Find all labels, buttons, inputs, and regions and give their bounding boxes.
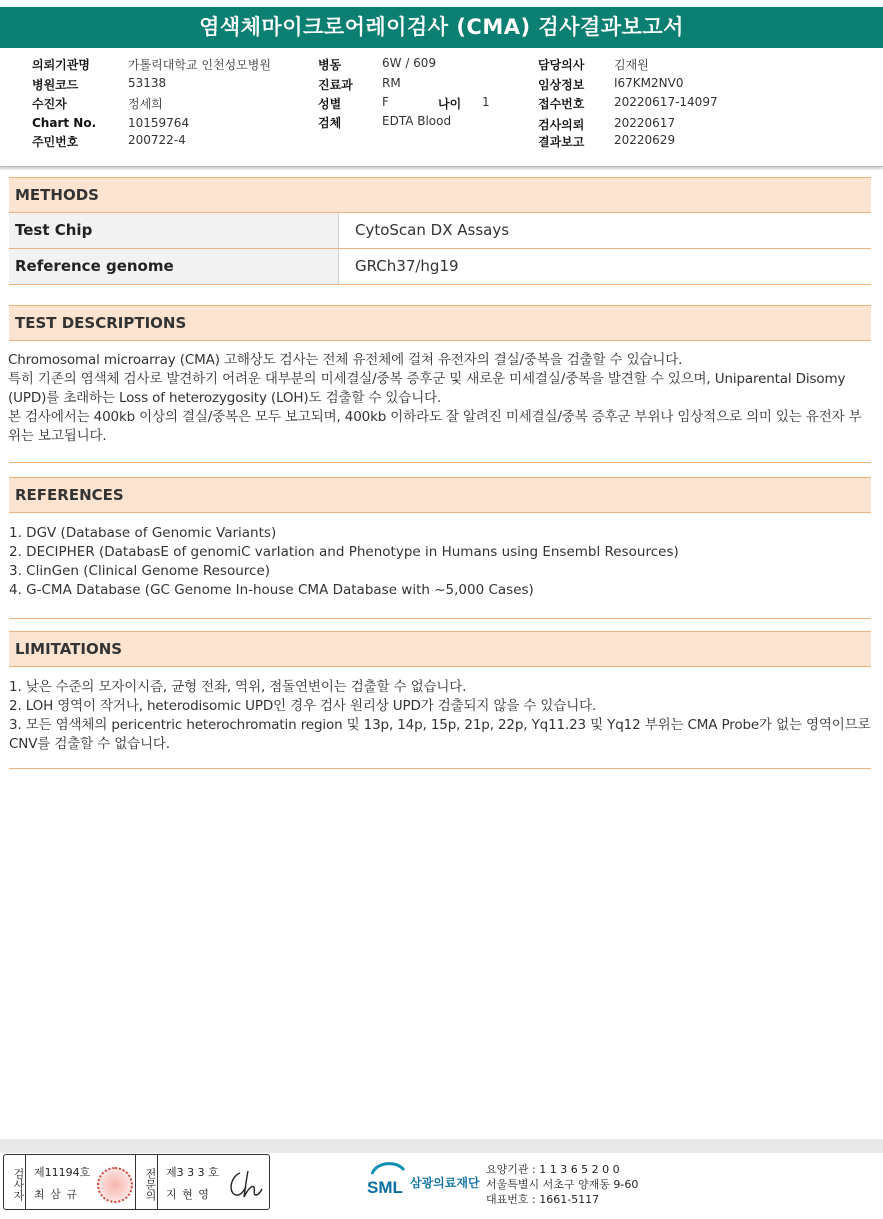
field-value: 정세희 bbox=[128, 97, 163, 111]
field-value: 20220629 bbox=[614, 133, 676, 147]
field-value: 가톨릭대학교 인천성모병원 bbox=[128, 58, 271, 72]
field-label: 검사의뢰 bbox=[538, 118, 585, 132]
lab-code: 요양기관 : 1 1 3 6 5 2 0 0 bbox=[486, 1163, 620, 1176]
field-label: 나이 bbox=[438, 97, 462, 111]
field-label: 임상정보 bbox=[538, 78, 585, 92]
patient-info-panel bbox=[0, 50, 883, 167]
field-value: 20220617 bbox=[614, 116, 676, 130]
test-descriptions-body bbox=[8, 351, 871, 462]
section-divider bbox=[9, 618, 871, 619]
logo-text: SML bbox=[367, 1178, 403, 1197]
test-descriptions-section bbox=[9, 305, 871, 463]
field-label: Chart No. bbox=[32, 116, 97, 130]
reference-item: 3. ClinGen (Clinical Genome Resource) bbox=[9, 563, 271, 579]
handwritten-signature-icon bbox=[226, 1167, 266, 1201]
field-label: 병원코드 bbox=[32, 78, 79, 92]
field-value: EDTA Blood bbox=[382, 114, 452, 128]
methods-row-reference-genome bbox=[9, 249, 871, 285]
methods-row-test-chip bbox=[9, 213, 871, 249]
methods-row-label: Test Chip bbox=[9, 213, 339, 248]
limitation-item: 1. 낮은 수준의 모자이시즘, 균형 전좌, 역위, 점돌연변이는 검출할 수 없습니다. bbox=[9, 679, 467, 695]
field-label: 결과보고 bbox=[538, 135, 585, 149]
lab-phone: 대표번호 : 1661-5117 bbox=[486, 1193, 600, 1206]
field-label: 의뢰기관명 bbox=[32, 58, 90, 72]
lab-info bbox=[486, 1162, 638, 1207]
lab-address: 서울특별시 서초구 양재동 9-60 bbox=[486, 1178, 639, 1191]
field-label: 검체 bbox=[318, 116, 342, 130]
limitation-item: 2. LOH 영역이 작거나, heterodisomic UPD인 경우 검사 원리상 UPD가 검출되지 않을 수 있습니다. bbox=[9, 698, 597, 714]
reference-item: 2. DECIPHER (DatabasE of genomiC varIation and Phenotype in Humans using Ensembl Resources) bbox=[9, 544, 679, 560]
test-descriptions-heading: TEST DESCRIPTIONS bbox=[9, 305, 871, 341]
field-label: 담당의사 bbox=[538, 58, 585, 72]
specialist-license-no: 제3 3 3 호 bbox=[166, 1166, 219, 1179]
field-label: 성별 bbox=[318, 97, 342, 111]
field-label: 병동 bbox=[318, 58, 342, 72]
field-value: F bbox=[382, 95, 389, 109]
description-paragraph: 본 검사에서는 400kb 이상의 결실/중복은 모두 보고되며, 400kb 이하라도 잘 알려진 미세결실/중복 증후군 부위나 임상적으로 의미 있는 유전자 부위는 보고됩니다. bbox=[8, 409, 862, 444]
section-divider bbox=[9, 768, 871, 769]
methods-row-value: CytoScan DX Assays bbox=[355, 221, 510, 239]
field-value: 6W / 609 bbox=[382, 56, 437, 70]
field-value: 1 bbox=[482, 95, 490, 109]
sml-logo bbox=[366, 1160, 480, 1202]
references-heading: REFERENCES bbox=[9, 477, 871, 513]
methods-row-value: GRCh37/hg19 bbox=[355, 257, 459, 275]
examiner-name: 최 삼 규 bbox=[34, 1188, 78, 1201]
field-label: 주민번호 bbox=[32, 135, 79, 149]
field-value: 김재원 bbox=[614, 58, 649, 72]
limitations-list bbox=[9, 678, 871, 768]
methods-heading: METHODS bbox=[9, 177, 871, 213]
field-value: 200722-4 bbox=[128, 133, 186, 147]
limitations-heading: LIMITATIONS bbox=[9, 631, 871, 667]
field-value: RM bbox=[382, 76, 401, 90]
field-value: I67KM2NV0 bbox=[614, 76, 684, 90]
examiner-license-no: 제11194호 bbox=[34, 1166, 91, 1179]
seal-stamp-icon bbox=[97, 1167, 133, 1203]
limitation-item: 3. 모든 염색체의 pericentric heterochromatin region 및 13p, 14p, 15p, 21p, 22p, Yq11.23 및 Yq12 부위는 CMA Probe가 없는 영역이므로 CNV를 검출할 수 없습니다. bbox=[9, 717, 871, 752]
references-list bbox=[9, 524, 871, 618]
methods-row-label: Reference genome bbox=[9, 249, 339, 284]
specialist-label: 전문의 bbox=[136, 1155, 158, 1209]
reference-item: 4. G-CMA Database (GC Genome In-house CMA Database with ~5,000 Cases) bbox=[9, 582, 534, 598]
methods-section bbox=[9, 177, 871, 285]
org-name: 삼광의료재단 bbox=[410, 1176, 480, 1190]
specialist-name: 지 현 영 bbox=[166, 1188, 210, 1201]
field-value: 20220617-14097 bbox=[614, 95, 718, 109]
examiner-label: 검사자 bbox=[4, 1155, 26, 1209]
section-divider bbox=[9, 462, 871, 463]
limitations-section bbox=[9, 631, 871, 769]
description-paragraph: 특히 기존의 염색체 검사로 발견하기 어려운 대부분의 미세결실/중복 증후군 및 새로운 미세결실/중복을 발견할 수 있으며, Uniparental Disomy (UPD)를 초래하는 Loss of heterozygosity (LOH)도 검출할 수 있습니다. bbox=[8, 371, 846, 406]
description-paragraph: Chromosomal microarray (CMA) 고해상도 검사는 전체 유전체에 걸쳐 유전자의 결실/중복을 검출할 수 있습니다. bbox=[8, 352, 683, 368]
report-title: 염색체마이크로어레이검사 (CMA) 검사결과보고서 bbox=[0, 7, 883, 48]
footer-band bbox=[0, 1139, 883, 1153]
signature-box bbox=[3, 1154, 270, 1210]
sml-logo-icon bbox=[366, 1160, 410, 1198]
field-value: 53138 bbox=[128, 76, 167, 90]
field-label: 접수번호 bbox=[538, 97, 585, 111]
field-value: 10159764 bbox=[128, 116, 190, 130]
references-section bbox=[9, 477, 871, 619]
field-label: 진료과 bbox=[318, 78, 353, 92]
field-label: 수진자 bbox=[32, 97, 67, 111]
reference-item: 1. DGV (Database of Genomic Variants) bbox=[9, 525, 277, 541]
